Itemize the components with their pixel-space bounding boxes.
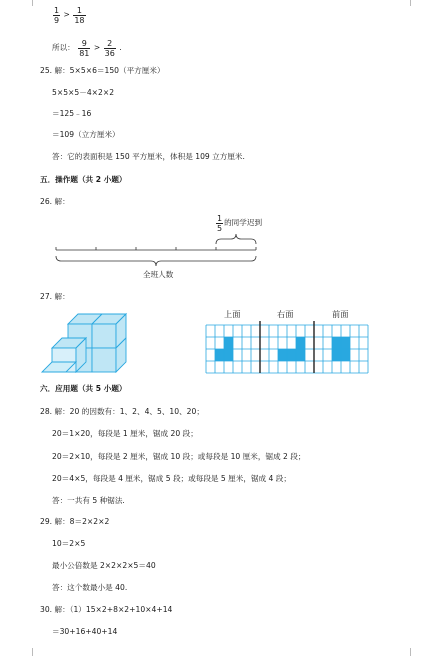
q29-line-2: 10＝2×5 (52, 539, 86, 548)
fraction: $\frac{9}{81}$ (79, 38, 90, 58)
section-5-heading: 五．操作题（共 2 小题） (40, 175, 127, 184)
three-views-grid (206, 325, 368, 373)
q29-line-3: 最小公倍数是 2×2×2×5＝40 (52, 561, 156, 570)
so-label: 所以： (52, 43, 75, 52)
view-label-right: 右面 (277, 309, 294, 319)
q28-line-4: 20＝4×5，每段是 4 厘米，锯成 5 段；或每段是 5 厘米，锯成 4 段； (52, 474, 291, 483)
section-6-heading: 六．应用题（共 5 小题） (40, 384, 127, 393)
q25-line-3: ＝125﹣16 (52, 109, 92, 118)
fraction: $\frac{1}{5}$ (217, 213, 223, 233)
filled-cell (332, 337, 341, 349)
filled-cell (332, 349, 341, 361)
q29-line-4: 答：这个数最小是 40. (52, 583, 128, 592)
q28-line-3: 20＝2×10，每段是 2 厘米，锯成 10 段；或每段是 10 厘米，锯成 2 段； (52, 452, 306, 461)
q28-line-2: 20＝1×20，每段是 1 厘米，锯成 20 段； (52, 429, 198, 438)
q29-line-1: 29. 解：8＝2×2×2 (40, 517, 110, 526)
corner-mark-bottom-left (22, 648, 33, 656)
q27-label: 27. 解： (40, 292, 70, 301)
filled-cell (296, 349, 305, 361)
filled-cell (224, 337, 233, 349)
filled-cell (224, 349, 233, 361)
fraction: $\frac{1}{9}$ (54, 5, 60, 25)
q30-line-1: 30. 解：（1）15×2+8×2+10×4+14 (40, 605, 173, 614)
q28-line-1: 28. 解：20 的因数有：1、2、4、5、10、20； (40, 407, 204, 416)
filled-cell (341, 337, 350, 349)
gt-sign: > (63, 10, 70, 19)
period: . (119, 43, 122, 52)
filled-cell (341, 349, 350, 361)
fraction: $\frac{1}{18}$ (74, 5, 85, 25)
q26-label: 26. 解： (40, 197, 70, 206)
q30-line-2: ＝30+16+40+14 (52, 627, 118, 636)
filled-cell (287, 349, 296, 361)
q28-line-5: 答：一共有 5 种锯法. (52, 496, 125, 505)
filled-cell (215, 349, 224, 361)
filled-cell (278, 349, 287, 361)
q25-line-2: 5×5×5－4×2×2 (52, 88, 115, 97)
gt-sign: > (93, 43, 101, 52)
q25-line-5: 答：它的表面积是 150 平方厘米，体积是 109 立方厘米. (52, 152, 245, 161)
fraction: $\frac{2}{36}$ (104, 38, 115, 58)
q25-line-4: ＝109（立方厘米） (52, 130, 120, 139)
corner-mark-bottom-right (410, 648, 421, 656)
view-label-top: 上面 (224, 309, 241, 319)
filled-cell (296, 337, 305, 349)
q25-line-1: 25. 解：5×5×6＝150（平方厘米） (40, 66, 165, 75)
late-students-text: 的同学迟到 (224, 218, 263, 227)
view-label-front: 前面 (332, 309, 349, 319)
q26-bottom-label: 全班人数 (143, 270, 174, 279)
